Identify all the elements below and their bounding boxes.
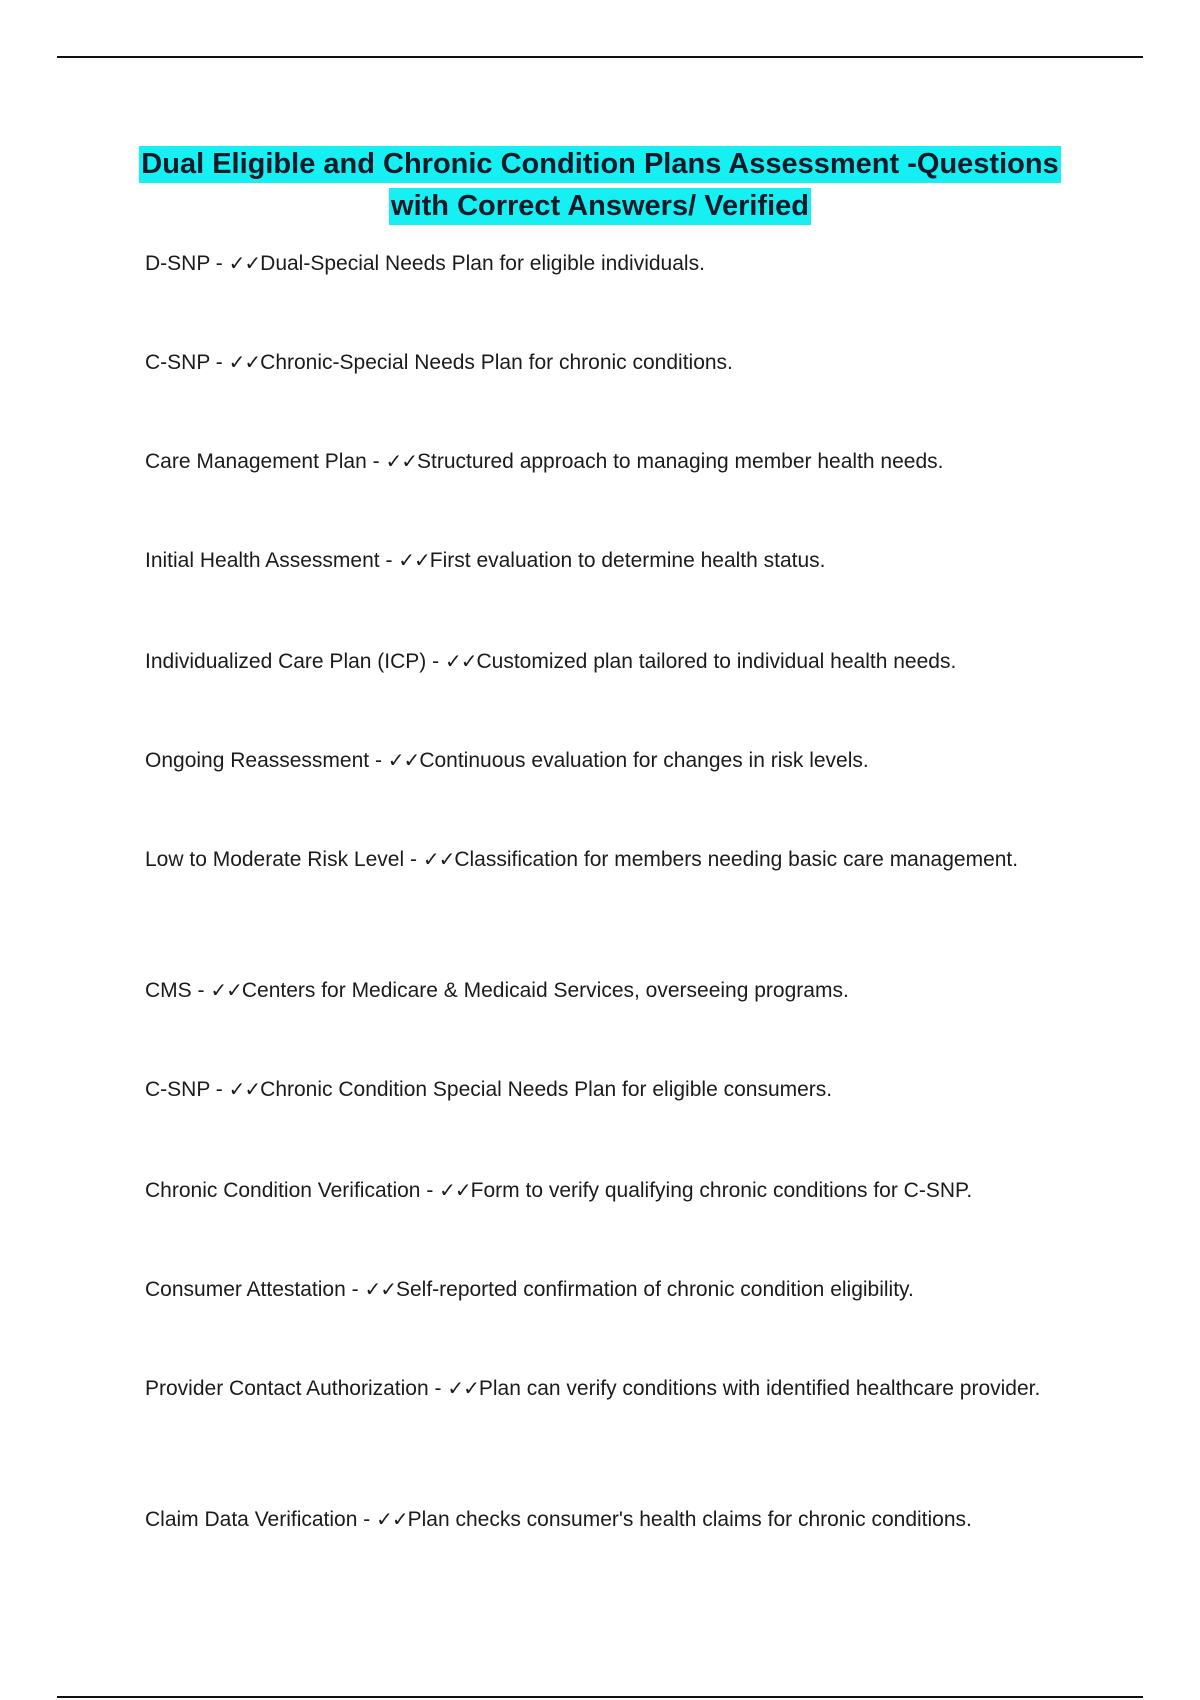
entry-separator: -: [404, 848, 423, 871]
entry-separator: -: [366, 450, 386, 473]
entry-answer: Chronic Condition Special Needs Plan for eligible consumers.: [260, 1078, 833, 1101]
entry-answer: Self-reported confirmation of chronic condition eligibility.: [395, 1278, 914, 1301]
double-check-icon: ✓✓: [364, 1277, 396, 1301]
qa-entry: [145, 346, 1045, 379]
entry-term: Claim Data Verification: [145, 1508, 358, 1531]
double-check-icon: ✓✓: [444, 649, 477, 673]
entry-separator: -: [345, 1278, 365, 1301]
double-check-icon: ✓✓: [439, 1178, 471, 1202]
entry-separator: -: [209, 252, 229, 275]
double-check-icon: ✓✓: [447, 1376, 479, 1400]
top-rule: [57, 56, 1143, 58]
qa-entry: [145, 247, 1045, 280]
double-check-icon: ✓✓: [387, 748, 420, 772]
entry-separator: -: [426, 650, 445, 673]
document-title: [100, 143, 1100, 227]
double-check-icon: ✓✓: [210, 978, 242, 1002]
entry-separator: -: [379, 549, 399, 572]
double-check-icon: ✓✓: [422, 847, 455, 871]
entry-answer: Plan can verify conditions with identified healthcare provider.: [478, 1377, 1041, 1400]
double-check-icon: ✓✓: [385, 449, 417, 473]
double-check-icon: ✓✓: [228, 1077, 261, 1101]
qa-entry: [145, 1503, 1045, 1536]
qa-entry: [145, 1372, 1045, 1405]
entry-answer: First evaluation to determine health status.: [429, 549, 826, 572]
double-check-icon: ✓✓: [228, 350, 261, 374]
qa-entry: [145, 1273, 1045, 1306]
entry-separator: -: [191, 979, 211, 1002]
entry-term: Ongoing Reassessment: [145, 749, 370, 772]
title-line-1: Dual Eligible and Chronic Condition Plans Assessment -Questions: [139, 146, 1060, 183]
entry-answer: Customized plan tailored to individual health needs.: [476, 650, 957, 673]
entry-answer: Structured approach to managing member health needs.: [416, 450, 944, 473]
entry-answer: Dual-Special Needs Plan for eligible individuals.: [260, 252, 705, 275]
title-line-2: with Correct Answers/ Verified: [389, 188, 811, 225]
entry-separator: -: [357, 1508, 377, 1531]
entry-term: CMS: [145, 979, 192, 1002]
entry-term: C-SNP: [145, 1078, 210, 1101]
double-check-icon: ✓✓: [398, 548, 430, 572]
entry-answer: Chronic-Special Needs Plan for chronic conditions.: [260, 351, 733, 374]
entry-term: D-SNP: [145, 252, 210, 275]
entry-separator: -: [420, 1179, 440, 1202]
qa-entry: [145, 445, 1045, 478]
entry-answer: Plan checks consumer's health claims for chronic conditions.: [407, 1508, 972, 1531]
qa-entry: [145, 974, 1045, 1007]
double-check-icon: ✓✓: [228, 251, 261, 275]
entry-term: Individualized Care Plan (ICP): [145, 650, 427, 673]
double-check-icon: ✓✓: [376, 1507, 408, 1531]
qa-entry: [145, 645, 1045, 678]
entry-answer: Form to verify qualifying chronic conditions for C-SNP.: [470, 1179, 973, 1202]
entry-term: Provider Contact Authorization: [145, 1377, 429, 1400]
entry-term: Care Management Plan: [145, 450, 367, 473]
entry-separator: -: [209, 351, 229, 374]
entry-answer: Classification for members needing basic care management.: [454, 848, 1019, 871]
entry-answer: Centers for Medicare & Medicaid Services, overseeing programs.: [241, 979, 849, 1002]
qa-entry: [145, 1073, 1045, 1106]
entry-term: Consumer Attestation: [145, 1278, 346, 1301]
qa-entry: [145, 744, 1045, 777]
entry-term: Low to Moderate Risk Level: [145, 848, 405, 871]
entry-separator: -: [428, 1377, 448, 1400]
entry-term: Initial Health Assessment: [145, 549, 380, 572]
entry-answer: Continuous evaluation for changes in risk levels.: [419, 749, 869, 772]
qa-entry: [145, 1174, 1045, 1207]
entry-separator: -: [369, 749, 388, 772]
qa-entry: [145, 843, 1045, 876]
entry-term: Chronic Condition Verification: [145, 1179, 421, 1202]
bottom-rule: [57, 1696, 1143, 1698]
entry-separator: -: [209, 1078, 229, 1101]
qa-entry: [145, 544, 1045, 577]
entry-term: C-SNP: [145, 351, 210, 374]
